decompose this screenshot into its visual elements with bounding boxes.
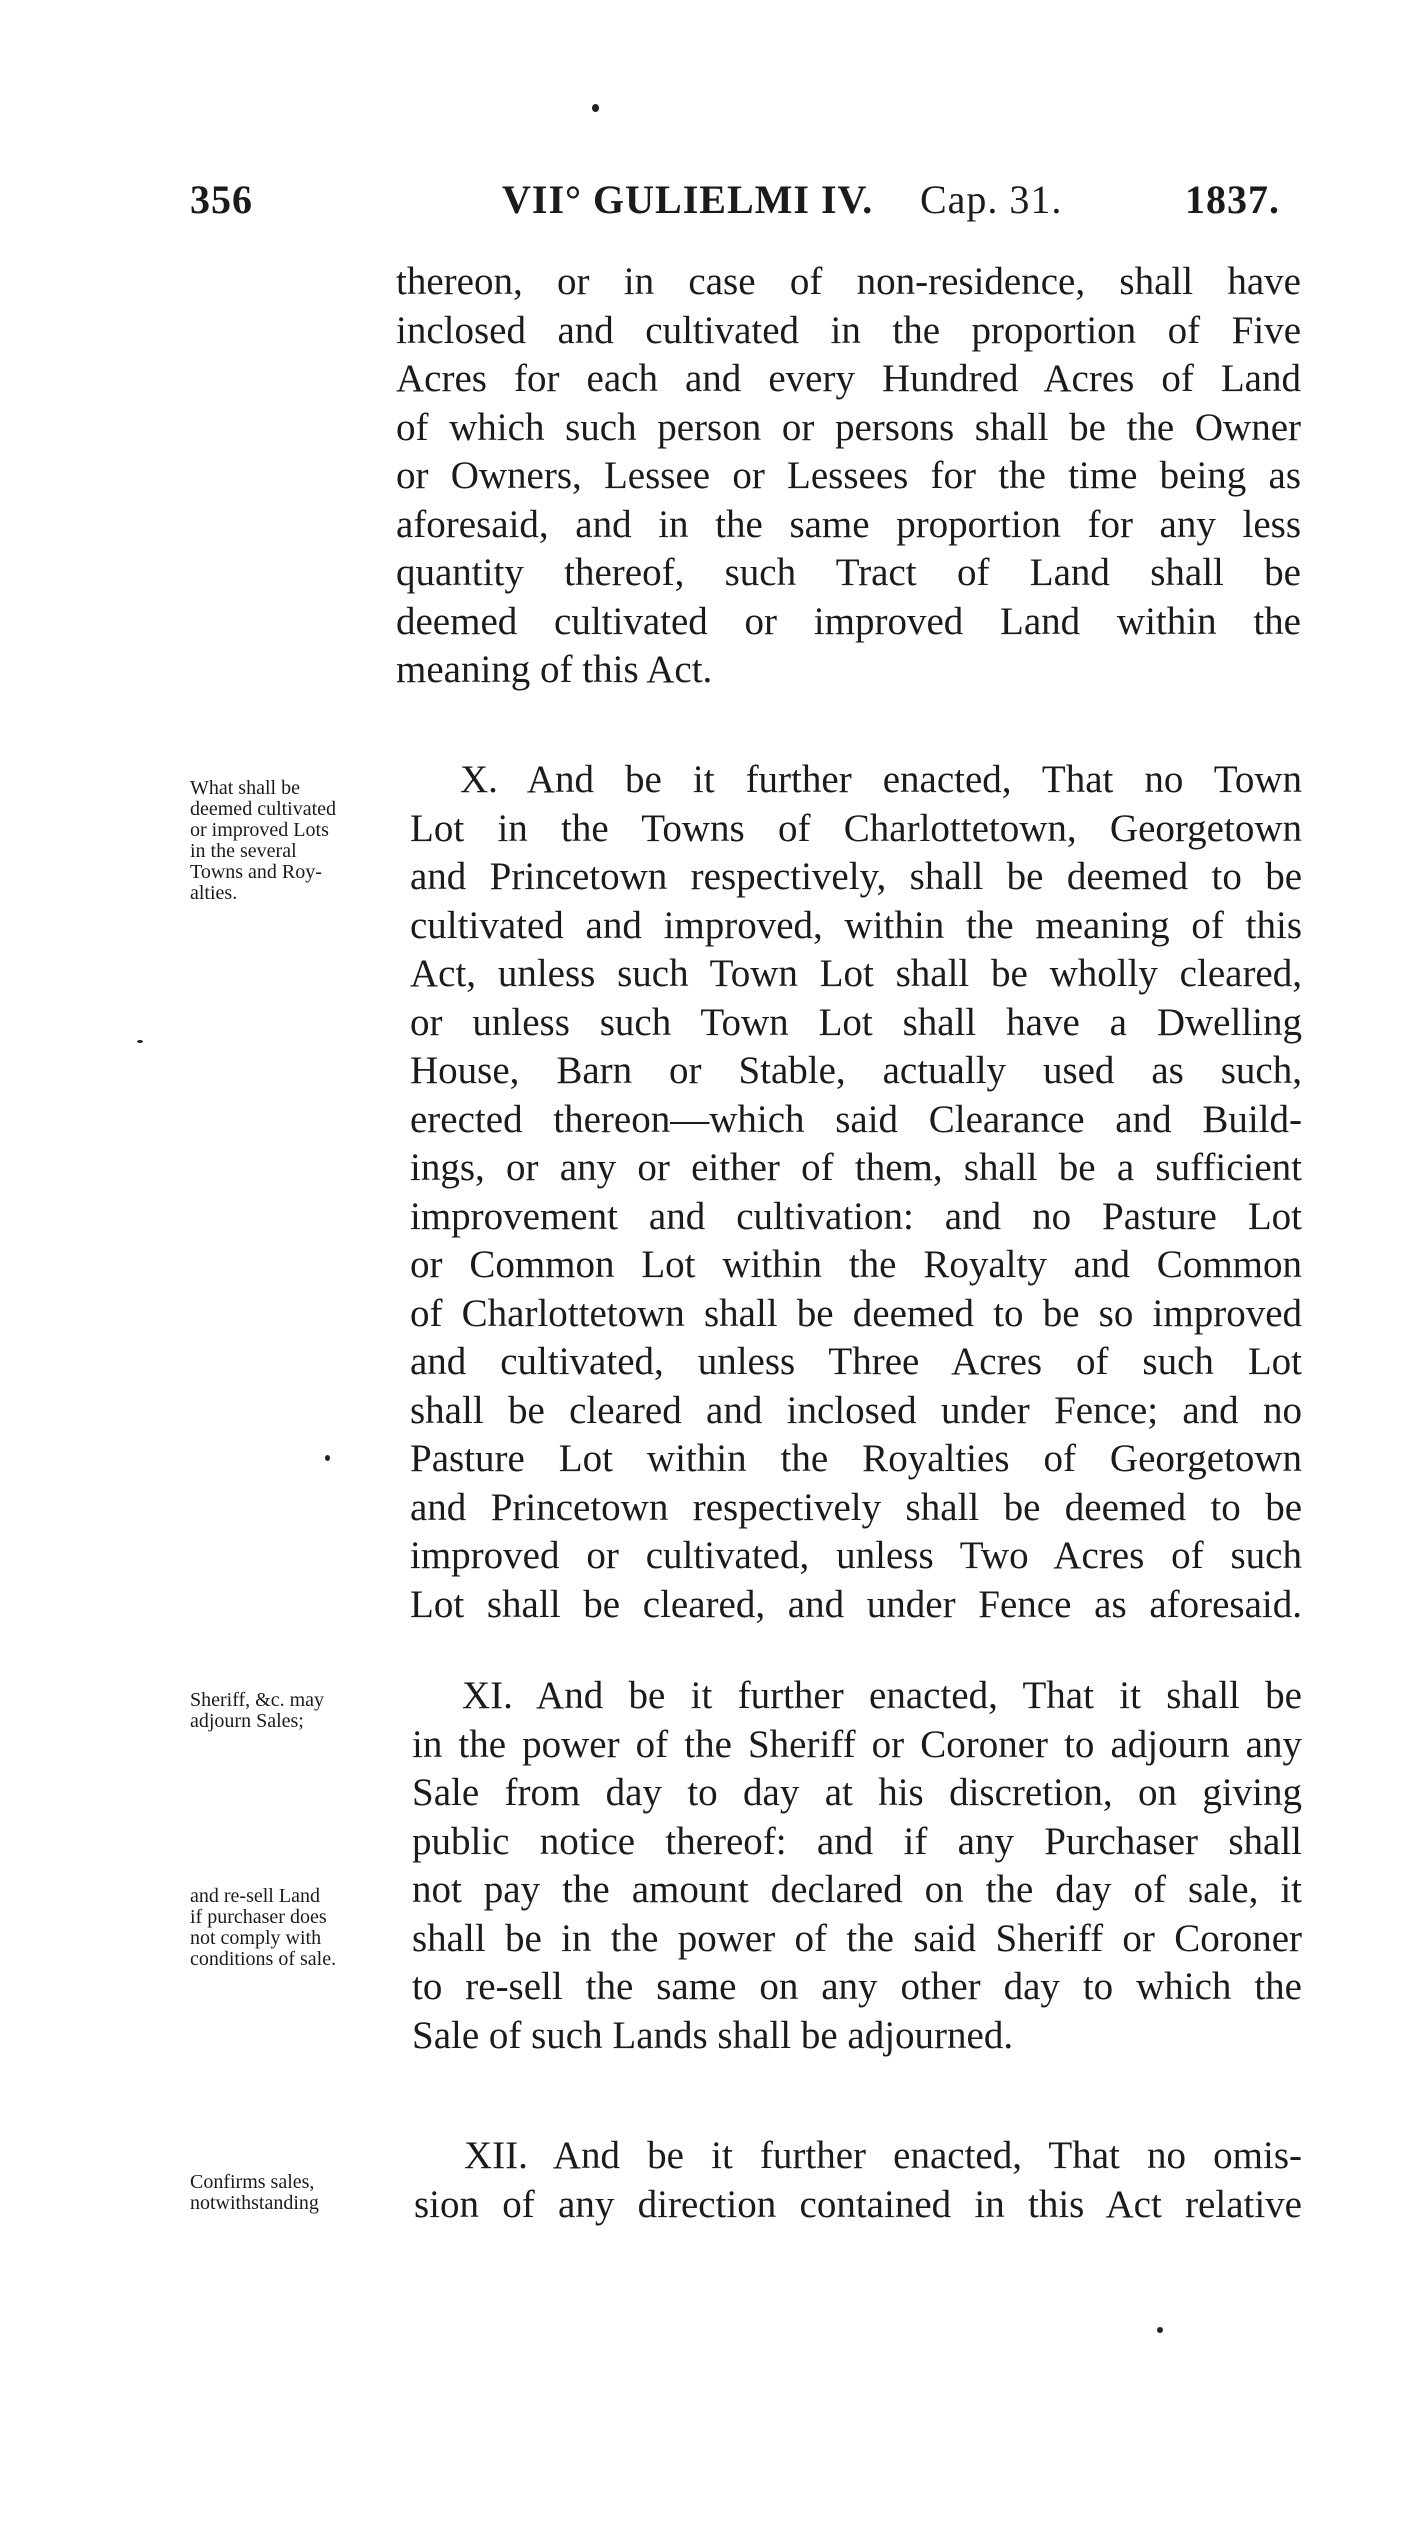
text-line: Pasture Lot within the Royalties of Georgetown bbox=[410, 1437, 1302, 1480]
text-line: quantity thereof, such Tract of Land shall be bbox=[396, 551, 1301, 594]
margin-note-line: deemed cultivated bbox=[190, 798, 337, 820]
text-line: Sale of such Lands shall be adjourned. bbox=[412, 2013, 1014, 2057]
ink-speck bbox=[1157, 2327, 1163, 2333]
text-line: Sale from day to day at his discretion, on giving bbox=[412, 1771, 1302, 1814]
margin-note-line: alties. bbox=[190, 882, 238, 904]
margin-note-line: conditions of sale. bbox=[190, 1948, 337, 1970]
text-line: and Princetown respectively, shall be deemed to be bbox=[410, 855, 1302, 898]
text-line: or Common Lot within the Royalty and Common bbox=[410, 1243, 1302, 1286]
text-line: public notice thereof: and if any Purchaser shall bbox=[412, 1819, 1302, 1863]
ink-speck bbox=[325, 1455, 330, 1461]
margin-note-line: Sheriff, &c. may bbox=[190, 1689, 325, 1711]
text-line: deemed cultivated or improved Land within the bbox=[396, 599, 1301, 643]
margin-note-line: notwithstanding bbox=[190, 2192, 319, 2214]
text-line: or unless such Town Lot shall have a Dwelling bbox=[410, 1000, 1302, 1044]
text-line: or Owners, Lessee or Lessees for the time being as bbox=[396, 454, 1301, 497]
text-line: Act, unless such Town Lot shall be wholly cleared, bbox=[410, 952, 1302, 995]
text-line: cultivated and improved, within the meaning of this bbox=[410, 903, 1302, 947]
text-line: aforesaid, and in the same proportion for any less bbox=[396, 502, 1301, 546]
text-line: X. And be it further enacted, That no Town bbox=[460, 758, 1302, 801]
text-line: and cultivated, unless Three Acres of such Lot bbox=[410, 1340, 1302, 1383]
margin-note-line: not comply with bbox=[190, 1927, 322, 1949]
margin-note-line: and re-sell Land bbox=[190, 1885, 320, 1907]
text-line: XI. And be it further enacted, That it shall be bbox=[462, 1674, 1302, 1717]
text-line: Acres for each and every Hundred Acres of Land bbox=[396, 357, 1301, 400]
page-number: 356 bbox=[190, 177, 253, 222]
continuation-paragraph bbox=[396, 258, 1301, 695]
margin-note-section-xi-adjourn bbox=[190, 1690, 390, 1732]
ink-speck bbox=[592, 104, 599, 112]
text-line: inclosed and cultivated in the proportion of Five bbox=[396, 308, 1301, 352]
margin-note-line: adjourn Sales; bbox=[190, 1710, 304, 1732]
text-line: House, Barn or Stable, actually used as such, bbox=[410, 1049, 1302, 1092]
text-line: Lot in the Towns of Charlottetown, Georgetown bbox=[410, 806, 1302, 850]
text-line: improved or cultivated, unless Two Acres of such bbox=[410, 1534, 1302, 1577]
text-line: improvement and cultivation: and no Pasture Lot bbox=[410, 1194, 1302, 1238]
margin-note-section-x bbox=[190, 778, 390, 904]
margin-note-section-xii bbox=[190, 2172, 390, 2214]
margin-note-line: What shall be bbox=[190, 777, 300, 799]
text-line: thereon, or in case of non-residence, shall have bbox=[396, 260, 1301, 303]
text-line: of which such person or persons shall be the Owner bbox=[396, 405, 1301, 449]
chapter-number: Cap. 31. bbox=[920, 177, 1063, 222]
running-title: VII° GULIELMI IV. bbox=[502, 177, 874, 222]
section-xii-paragraph bbox=[414, 2132, 1302, 2229]
margin-note-line: or improved Lots bbox=[190, 819, 329, 841]
text-line: meaning of this Act. bbox=[396, 648, 713, 691]
text-line: to re-sell the same on any other day to which the bbox=[412, 1965, 1302, 2008]
text-line: in the power of the Sheriff or Coroner to adjourn any bbox=[412, 1722, 1302, 1766]
margin-note-line: if purchaser does bbox=[190, 1906, 327, 1928]
year: 1837. bbox=[1185, 177, 1280, 222]
text-line: and Princetown respectively shall be deemed to be bbox=[410, 1485, 1302, 1529]
margin-note-line: Towns and Roy- bbox=[190, 861, 322, 883]
text-line: not pay the amount declared on the day of sale, it bbox=[412, 1868, 1302, 1911]
margin-note-section-xi-resell bbox=[190, 1886, 390, 1970]
text-line: XII. And be it further enacted, That no omis- bbox=[464, 2134, 1302, 2177]
text-line: sion of any direction contained in this Act relative bbox=[414, 2182, 1302, 2226]
text-line: of Charlottetown shall be deemed to be so improved bbox=[410, 1291, 1302, 1335]
margin-note-line: in the several bbox=[190, 840, 297, 862]
running-header bbox=[190, 176, 1300, 236]
text-line: erected thereon—which said Clearance and Build- bbox=[410, 1097, 1302, 1141]
text-line: shall be in the power of the said Sheriff or Coroner bbox=[412, 1916, 1302, 1960]
margin-note-line: Confirms sales, bbox=[190, 2171, 315, 2193]
section-x-paragraph bbox=[410, 756, 1302, 1629]
ink-speck bbox=[137, 1040, 143, 1043]
text-line: ings, or any or either of them, shall be a sufficient bbox=[410, 1146, 1302, 1189]
text-line: Lot shall be cleared, and under Fence as aforesaid. bbox=[410, 1582, 1302, 1626]
text-line: shall be cleared and inclosed under Fence; and no bbox=[410, 1388, 1302, 1432]
section-xi-paragraph bbox=[412, 1672, 1302, 2060]
